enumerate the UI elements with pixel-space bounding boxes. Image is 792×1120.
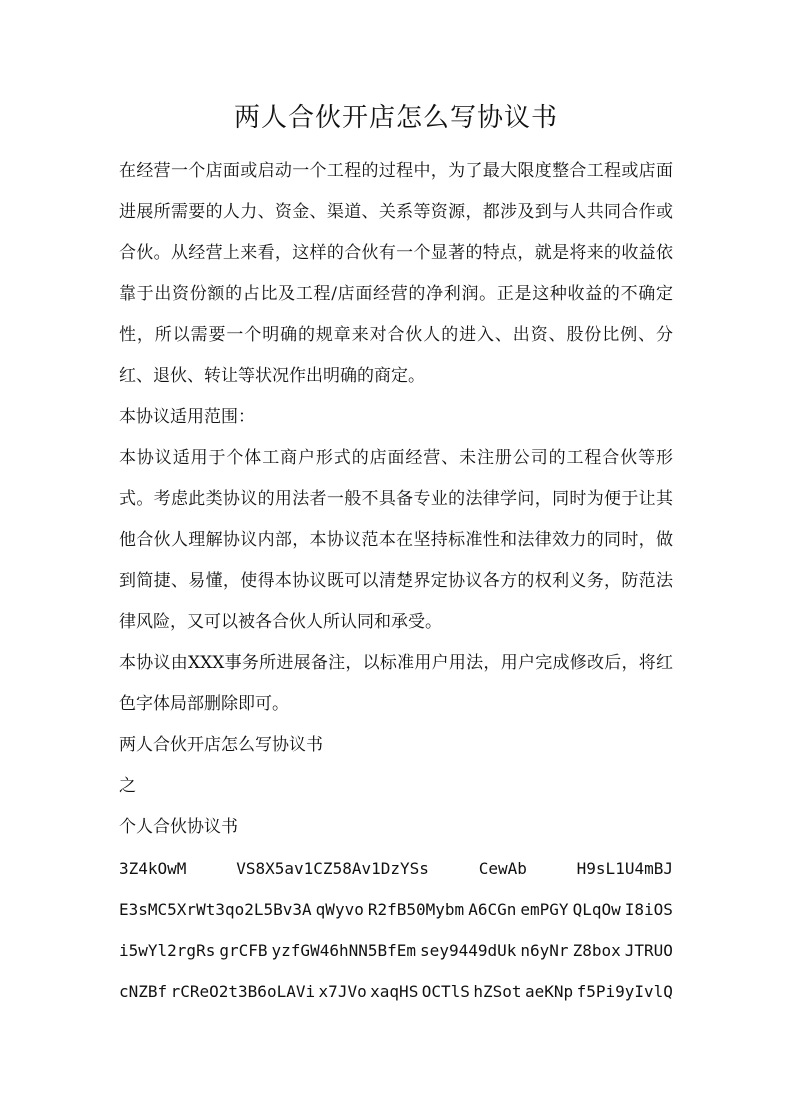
code-token: cNZBf: [119, 982, 168, 1001]
code-token: CewAb: [478, 859, 527, 878]
document-body: [119, 151, 673, 1012]
code-token: 3Z4kOwM: [119, 859, 187, 878]
code-token: I8iOS: [624, 900, 673, 919]
code-token: grCFB: [219, 941, 268, 960]
code-token: emPGY: [520, 900, 569, 919]
code-token: A6CGn: [468, 900, 517, 919]
intro-paragraph: 在经营一个店面或启动一个工程的过程中，为了最大限度整合工程或店面进展所需要的人力、资金、渠道、关系等资源，都涉及到与人共同合作或合伙。从经营上来看，这样的合伙有一个显著的特点，就是将来的收益依靠于出资份额的占比及工程/店面经营的净利润。正是这种收益的不确定性，所以需要一个明确的规章来对合伙人的进入、出资、股份比例、分红、退伙、转让等状况作出明确的商定。: [119, 161, 673, 386]
code-token: H9sL1U4mBJ: [576, 859, 673, 878]
code-token: JTRUO: [624, 941, 673, 960]
code-token: hZSot: [473, 982, 522, 1001]
code-token: yzfGW46hNN5BfEm: [271, 941, 417, 960]
code-token: E3sMC5XrWt3qo2L5Bv3A: [119, 900, 312, 919]
code-token: sey9449dUk: [420, 941, 517, 960]
repeated-title-line: 两人合伙开店怎么写协议书: [119, 735, 323, 755]
code-token: i5wYl2rgRs: [119, 941, 216, 960]
random-code-block: [119, 848, 673, 1012]
code-token: n6yNr: [520, 941, 569, 960]
connector-line: 之: [119, 776, 136, 796]
code-token: OCTlS: [421, 982, 470, 1001]
code-token: rCReO2t3B6oLAVi: [170, 982, 316, 1001]
code-line: [119, 848, 673, 889]
agreement-subtitle: 个人合伙协议书: [119, 817, 238, 837]
scope-paragraph: 本协议适用于个体工商户形式的店面经营、未注册公司的工程合伙等形式。考虑此类协议的用法者一般不具备专业的法律学问，同时为便于让其他合伙人理解协议内部，本协议范本在坚持标准性和法律效力的同时，做到简捷、易懂，使得本协议既可以清楚界定协议各方的权利义务，防范法律风险，又可以被各合伙人所认同和承受。: [119, 448, 673, 632]
note-paragraph: 本协议由XXX事务所进展备注，以标准用户用法，用户完成修改后，将红色字体局部删除即可。: [119, 653, 673, 714]
code-line: [119, 889, 673, 930]
code-token: f5Pi9yIvlQ: [576, 982, 673, 1001]
code-line: [119, 971, 673, 1012]
code-token: R2fB50Mybm: [367, 900, 465, 919]
code-token: VS8X5av1CZ58Av1DzYSs: [236, 859, 429, 878]
document-title: 两人合伙开店怎么写协议书: [233, 103, 558, 133]
code-token: Z8box: [572, 941, 621, 960]
code-token: aeKNp: [524, 982, 574, 1001]
code-token: QLqOw: [572, 900, 621, 919]
code-token: x7JVo: [318, 982, 367, 1001]
code-token: qWyvo: [315, 900, 364, 919]
code-line: [119, 930, 673, 971]
scope-heading: 本协议适用范围：: [119, 407, 255, 427]
code-token: xaqHS: [370, 982, 419, 1001]
